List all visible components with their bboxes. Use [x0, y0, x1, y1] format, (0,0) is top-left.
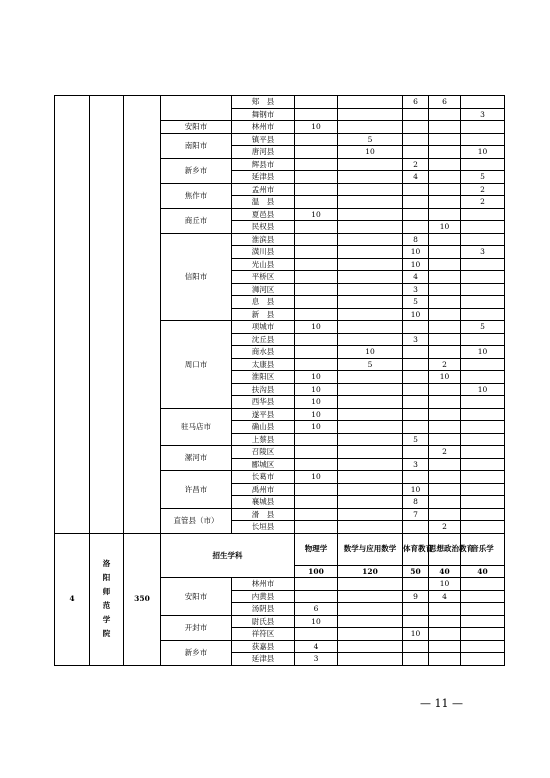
quota-cell: [338, 628, 403, 641]
county-cell: 上蔡县: [232, 433, 295, 446]
quota-cell: [295, 508, 338, 521]
col-index-cell-continued: [55, 96, 90, 534]
quota-cell: [338, 590, 403, 603]
quota-cell: 10: [295, 615, 338, 628]
quota-cell: [295, 333, 338, 346]
quota-cell: 3: [295, 653, 338, 666]
quota-cell: 4: [403, 271, 429, 284]
quota-cell: 3: [403, 458, 429, 471]
quota-cell: [429, 158, 461, 171]
quota-cell: [461, 421, 505, 434]
quota-cell: [461, 521, 505, 534]
quota-cell: 10: [295, 421, 338, 434]
county-cell: 浉河区: [232, 283, 295, 296]
county-cell: 长垣县: [232, 521, 295, 534]
quota-cell: 6: [403, 96, 429, 109]
quota-cell: 4: [403, 171, 429, 184]
quota-cell: [403, 183, 429, 196]
city-cell: 南阳市: [161, 133, 232, 158]
quota-cell: [338, 578, 403, 591]
quota-cell: [461, 296, 505, 309]
quota-cell: [429, 603, 461, 616]
quota-cell: [295, 133, 338, 146]
quota-cell: [338, 471, 403, 484]
city-cell: 安阳市: [161, 578, 232, 616]
quota-cell: [295, 346, 338, 359]
quota-cell: [461, 158, 505, 171]
quota-cell: [429, 433, 461, 446]
quota-cell: [461, 496, 505, 509]
quota-cell: 8: [403, 233, 429, 246]
quota-cell: [295, 271, 338, 284]
county-cell: 西华县: [232, 396, 295, 409]
quota-cell: 7: [403, 508, 429, 521]
quota-cell: [338, 521, 403, 534]
quota-cell: [295, 196, 338, 209]
quota-cell: [429, 208, 461, 221]
quota-cell: [338, 640, 403, 653]
quota-cell: [295, 483, 338, 496]
quota-cell: 10: [295, 121, 338, 134]
quota-cell: 2: [429, 446, 461, 459]
quota-cell: [403, 346, 429, 359]
quota-cell: 5: [403, 433, 429, 446]
quota-cell: [338, 371, 403, 384]
quota-cell: [403, 321, 429, 334]
quota-cell: [295, 183, 338, 196]
county-cell: 遂平县: [232, 408, 295, 421]
quota-cell: [295, 283, 338, 296]
quota-cell: [403, 121, 429, 134]
county-cell: 内黄县: [232, 590, 295, 603]
quota-cell: [403, 221, 429, 234]
county-cell: 民权县: [232, 221, 295, 234]
county-cell: 禹州市: [232, 483, 295, 496]
quota-cell: [295, 578, 338, 591]
quota-cell: [338, 383, 403, 396]
county-cell: 新 县: [232, 308, 295, 321]
quota-cell: 10: [338, 146, 403, 159]
quota-cell: [338, 508, 403, 521]
quota-cell: 10: [461, 383, 505, 396]
quota-cell: [403, 358, 429, 371]
quota-cell: [295, 171, 338, 184]
quota-cell: 3: [461, 108, 505, 121]
quota-cell: [429, 196, 461, 209]
table-row: [55, 96, 505, 109]
quota-cell: [403, 383, 429, 396]
quota-cell: [403, 615, 429, 628]
county-cell: 舞钢市: [232, 108, 295, 121]
quota-cell: [338, 283, 403, 296]
county-cell: 光山县: [232, 258, 295, 271]
subject-header-label: 招生学科: [161, 533, 295, 578]
quota-cell: [338, 96, 403, 109]
quota-cell: [338, 271, 403, 284]
quota-cell: 10: [295, 471, 338, 484]
quota-cell: 6: [429, 96, 461, 109]
quota-cell: [461, 508, 505, 521]
city-cell: 直管县（市）: [161, 508, 232, 533]
county-cell: 确山县: [232, 421, 295, 434]
county-cell: 平桥区: [232, 271, 295, 284]
quota-cell: [338, 653, 403, 666]
school-total-cell: 350: [124, 533, 161, 665]
quota-cell: 6: [295, 603, 338, 616]
quota-cell: [338, 433, 403, 446]
city-cell: 新乡市: [161, 640, 232, 665]
county-cell: 镇平县: [232, 133, 295, 146]
quota-cell: [338, 396, 403, 409]
quota-cell: [295, 308, 338, 321]
quota-cell: 10: [295, 208, 338, 221]
quota-cell: [461, 258, 505, 271]
quota-cell: 10: [403, 483, 429, 496]
quota-cell: [338, 615, 403, 628]
quota-cell: [403, 396, 429, 409]
col-total-cell-continued: [124, 96, 161, 534]
county-cell: 林州市: [232, 121, 295, 134]
quota-cell: 10: [295, 396, 338, 409]
quota-cell: 3: [403, 333, 429, 346]
school-name-cell: [90, 533, 124, 665]
quota-cell: [403, 208, 429, 221]
quota-cell: [403, 133, 429, 146]
quota-cell: [429, 146, 461, 159]
quota-cell: [338, 246, 403, 259]
quota-cell: 5: [338, 133, 403, 146]
quota-cell: [461, 271, 505, 284]
quota-cell: [338, 171, 403, 184]
county-cell: 唐河县: [232, 146, 295, 159]
county-cell: 林州市: [232, 578, 295, 591]
quota-cell: [429, 183, 461, 196]
quota-cell: [429, 421, 461, 434]
county-cell: 延津县: [232, 653, 295, 666]
quota-cell: [429, 508, 461, 521]
quota-cell: [429, 653, 461, 666]
quota-cell: 8: [403, 496, 429, 509]
quota-cell: [295, 146, 338, 159]
quota-cell: 2: [429, 521, 461, 534]
quota-cell: [461, 133, 505, 146]
quota-cell: [338, 458, 403, 471]
quota-cell: [461, 358, 505, 371]
table-header-row: [55, 533, 505, 565]
quota-cell: 5: [461, 321, 505, 334]
quota-cell: 2: [461, 183, 505, 196]
county-cell: 温 县: [232, 196, 295, 209]
quota-cell: [295, 590, 338, 603]
quota-cell: [338, 258, 403, 271]
quota-cell: 5: [461, 171, 505, 184]
quota-cell: [403, 640, 429, 653]
quota-cell: [403, 196, 429, 209]
quota-cell: [338, 158, 403, 171]
quota-cell: [338, 483, 403, 496]
quota-cell: 10: [295, 408, 338, 421]
quota-cell: [429, 471, 461, 484]
city-cell: 新乡市: [161, 158, 232, 183]
subject-quota: 40: [461, 565, 505, 578]
quota-cell: [338, 321, 403, 334]
quota-cell: [295, 358, 338, 371]
county-cell: 淮阳区: [232, 371, 295, 384]
quota-cell: [461, 396, 505, 409]
quota-cell: 4: [429, 590, 461, 603]
city-cell-continued: [161, 96, 232, 121]
county-cell: 夏邑县: [232, 208, 295, 221]
city-cell: 商丘市: [161, 208, 232, 233]
quota-cell: [295, 446, 338, 459]
city-cell: 周口市: [161, 321, 232, 409]
quota-cell: [429, 283, 461, 296]
quota-cell: [429, 383, 461, 396]
quota-cell: [429, 296, 461, 309]
quota-cell: [295, 433, 338, 446]
county-cell: 召陵区: [232, 446, 295, 459]
quota-cell: [338, 496, 403, 509]
quota-cell: [429, 321, 461, 334]
quota-cell: [403, 146, 429, 159]
quota-cell: [429, 628, 461, 641]
subject-header: 物理学: [295, 533, 338, 565]
quota-cell: [295, 108, 338, 121]
quota-cell: [461, 283, 505, 296]
quota-cell: [429, 108, 461, 121]
subject-header: 数学与应用数学: [338, 533, 403, 565]
quota-cell: [403, 371, 429, 384]
county-cell: 尉氏县: [232, 615, 295, 628]
county-cell: 汤阴县: [232, 603, 295, 616]
quota-cell: [429, 121, 461, 134]
quota-cell: [403, 471, 429, 484]
quota-cell: [338, 121, 403, 134]
county-cell: 太康县: [232, 358, 295, 371]
subject-quota: 100: [295, 565, 338, 578]
quota-cell: 10: [461, 346, 505, 359]
county-cell: 滑 县: [232, 508, 295, 521]
quota-cell: 10: [403, 628, 429, 641]
quota-cell: [461, 233, 505, 246]
quota-cell: [461, 458, 505, 471]
quota-cell: [295, 458, 338, 471]
quota-cell: 3: [403, 283, 429, 296]
quota-cell: [461, 308, 505, 321]
quota-cell: [295, 496, 338, 509]
quota-cell: [338, 308, 403, 321]
quota-cell: [403, 578, 429, 591]
quota-cell: 10: [461, 146, 505, 159]
county-cell: 沈丘县: [232, 333, 295, 346]
county-cell: 项城市: [232, 321, 295, 334]
county-cell: 息 县: [232, 296, 295, 309]
quota-cell: [429, 458, 461, 471]
quota-table-page: [54, 95, 505, 666]
quota-cell: [461, 446, 505, 459]
quota-cell: [295, 233, 338, 246]
quota-cell: [338, 108, 403, 121]
enrollment-quota-table: [54, 95, 505, 666]
city-cell: 许昌市: [161, 471, 232, 509]
quota-cell: [295, 521, 338, 534]
quota-cell: [295, 258, 338, 271]
quota-cell: 9: [403, 590, 429, 603]
quota-cell: [461, 408, 505, 421]
quota-cell: [429, 333, 461, 346]
quota-cell: [429, 346, 461, 359]
quota-cell: 10: [338, 346, 403, 359]
county-cell: 辉县市: [232, 158, 295, 171]
quota-cell: 10: [295, 383, 338, 396]
county-cell: 淮滨县: [232, 233, 295, 246]
quota-cell: [429, 246, 461, 259]
subject-header: 音乐学: [461, 533, 505, 565]
quota-cell: 10: [429, 578, 461, 591]
county-cell: 延津县: [232, 171, 295, 184]
quota-cell: [461, 640, 505, 653]
city-cell: 信阳市: [161, 233, 232, 321]
quota-cell: [295, 246, 338, 259]
quota-cell: [295, 96, 338, 109]
county-cell: 获嘉县: [232, 640, 295, 653]
quota-cell: 10: [429, 371, 461, 384]
quota-cell: [461, 433, 505, 446]
quota-cell: [338, 333, 403, 346]
quota-cell: [338, 421, 403, 434]
quota-cell: [429, 496, 461, 509]
quota-cell: [338, 196, 403, 209]
subject-header: 体育教育: [403, 533, 429, 565]
quota-cell: [429, 133, 461, 146]
page-number: — 11 —: [420, 697, 463, 710]
city-cell: 漯河市: [161, 446, 232, 471]
county-cell: 襄城县: [232, 496, 295, 509]
quota-cell: [461, 221, 505, 234]
quota-cell: [461, 615, 505, 628]
city-cell: 焦作市: [161, 183, 232, 208]
quota-cell: [461, 471, 505, 484]
quota-cell: 10: [295, 371, 338, 384]
quota-cell: [429, 640, 461, 653]
quota-cell: 10: [403, 258, 429, 271]
county-cell: 长葛市: [232, 471, 295, 484]
quota-cell: 10: [295, 321, 338, 334]
quota-cell: 10: [403, 246, 429, 259]
county-cell: 郾城区: [232, 458, 295, 471]
quota-cell: 3: [461, 246, 505, 259]
quota-cell: 5: [403, 296, 429, 309]
subject-quota: 50: [403, 565, 429, 578]
quota-cell: [461, 603, 505, 616]
quota-cell: [338, 296, 403, 309]
subject-quota: 120: [338, 565, 403, 578]
subject-header: 思想政治教育: [429, 533, 461, 565]
quota-cell: [429, 483, 461, 496]
quota-cell: [429, 233, 461, 246]
col-school-cell-continued: [90, 96, 124, 534]
quota-cell: [403, 653, 429, 666]
quota-cell: [429, 258, 461, 271]
quota-cell: [338, 208, 403, 221]
county-cell: 扶沟县: [232, 383, 295, 396]
quota-cell: [338, 233, 403, 246]
quota-cell: 2: [429, 358, 461, 371]
quota-cell: [429, 396, 461, 409]
city-cell: 开封市: [161, 615, 232, 640]
quota-cell: [403, 521, 429, 534]
quota-cell: [429, 308, 461, 321]
county-cell: 商水县: [232, 346, 295, 359]
quota-cell: [461, 483, 505, 496]
school-name: 洛阳师范学院: [102, 559, 111, 638]
quota-cell: [461, 333, 505, 346]
quota-cell: [295, 158, 338, 171]
quota-cell: [429, 408, 461, 421]
quota-cell: [461, 653, 505, 666]
quota-cell: [429, 171, 461, 184]
quota-cell: [295, 628, 338, 641]
quota-cell: [295, 296, 338, 309]
quota-cell: [338, 221, 403, 234]
quota-cell: 4: [295, 640, 338, 653]
quota-cell: [429, 271, 461, 284]
quota-cell: [295, 221, 338, 234]
subject-quota: 40: [429, 565, 461, 578]
quota-cell: 10: [403, 308, 429, 321]
quota-cell: [403, 421, 429, 434]
quota-cell: [429, 615, 461, 628]
county-cell: 郏 县: [232, 96, 295, 109]
county-cell: 祥符区: [232, 628, 295, 641]
quota-cell: 5: [338, 358, 403, 371]
quota-cell: 2: [403, 158, 429, 171]
county-cell: 孟州市: [232, 183, 295, 196]
quota-cell: [403, 603, 429, 616]
school-index-cell: 4: [55, 533, 90, 665]
quota-cell: [461, 628, 505, 641]
quota-cell: [461, 208, 505, 221]
quota-cell: [461, 121, 505, 134]
quota-cell: [338, 446, 403, 459]
quota-cell: [461, 371, 505, 384]
quota-cell: [461, 590, 505, 603]
quota-cell: [461, 96, 505, 109]
quota-cell: [403, 408, 429, 421]
quota-cell: 10: [429, 221, 461, 234]
city-cell: 驻马店市: [161, 408, 232, 446]
city-cell: 安阳市: [161, 121, 232, 134]
quota-cell: [338, 183, 403, 196]
county-cell: 潢川县: [232, 246, 295, 259]
quota-cell: [338, 408, 403, 421]
quota-cell: [403, 446, 429, 459]
quota-cell: [461, 578, 505, 591]
quota-cell: [403, 108, 429, 121]
quota-cell: [338, 603, 403, 616]
quota-cell: 2: [461, 196, 505, 209]
